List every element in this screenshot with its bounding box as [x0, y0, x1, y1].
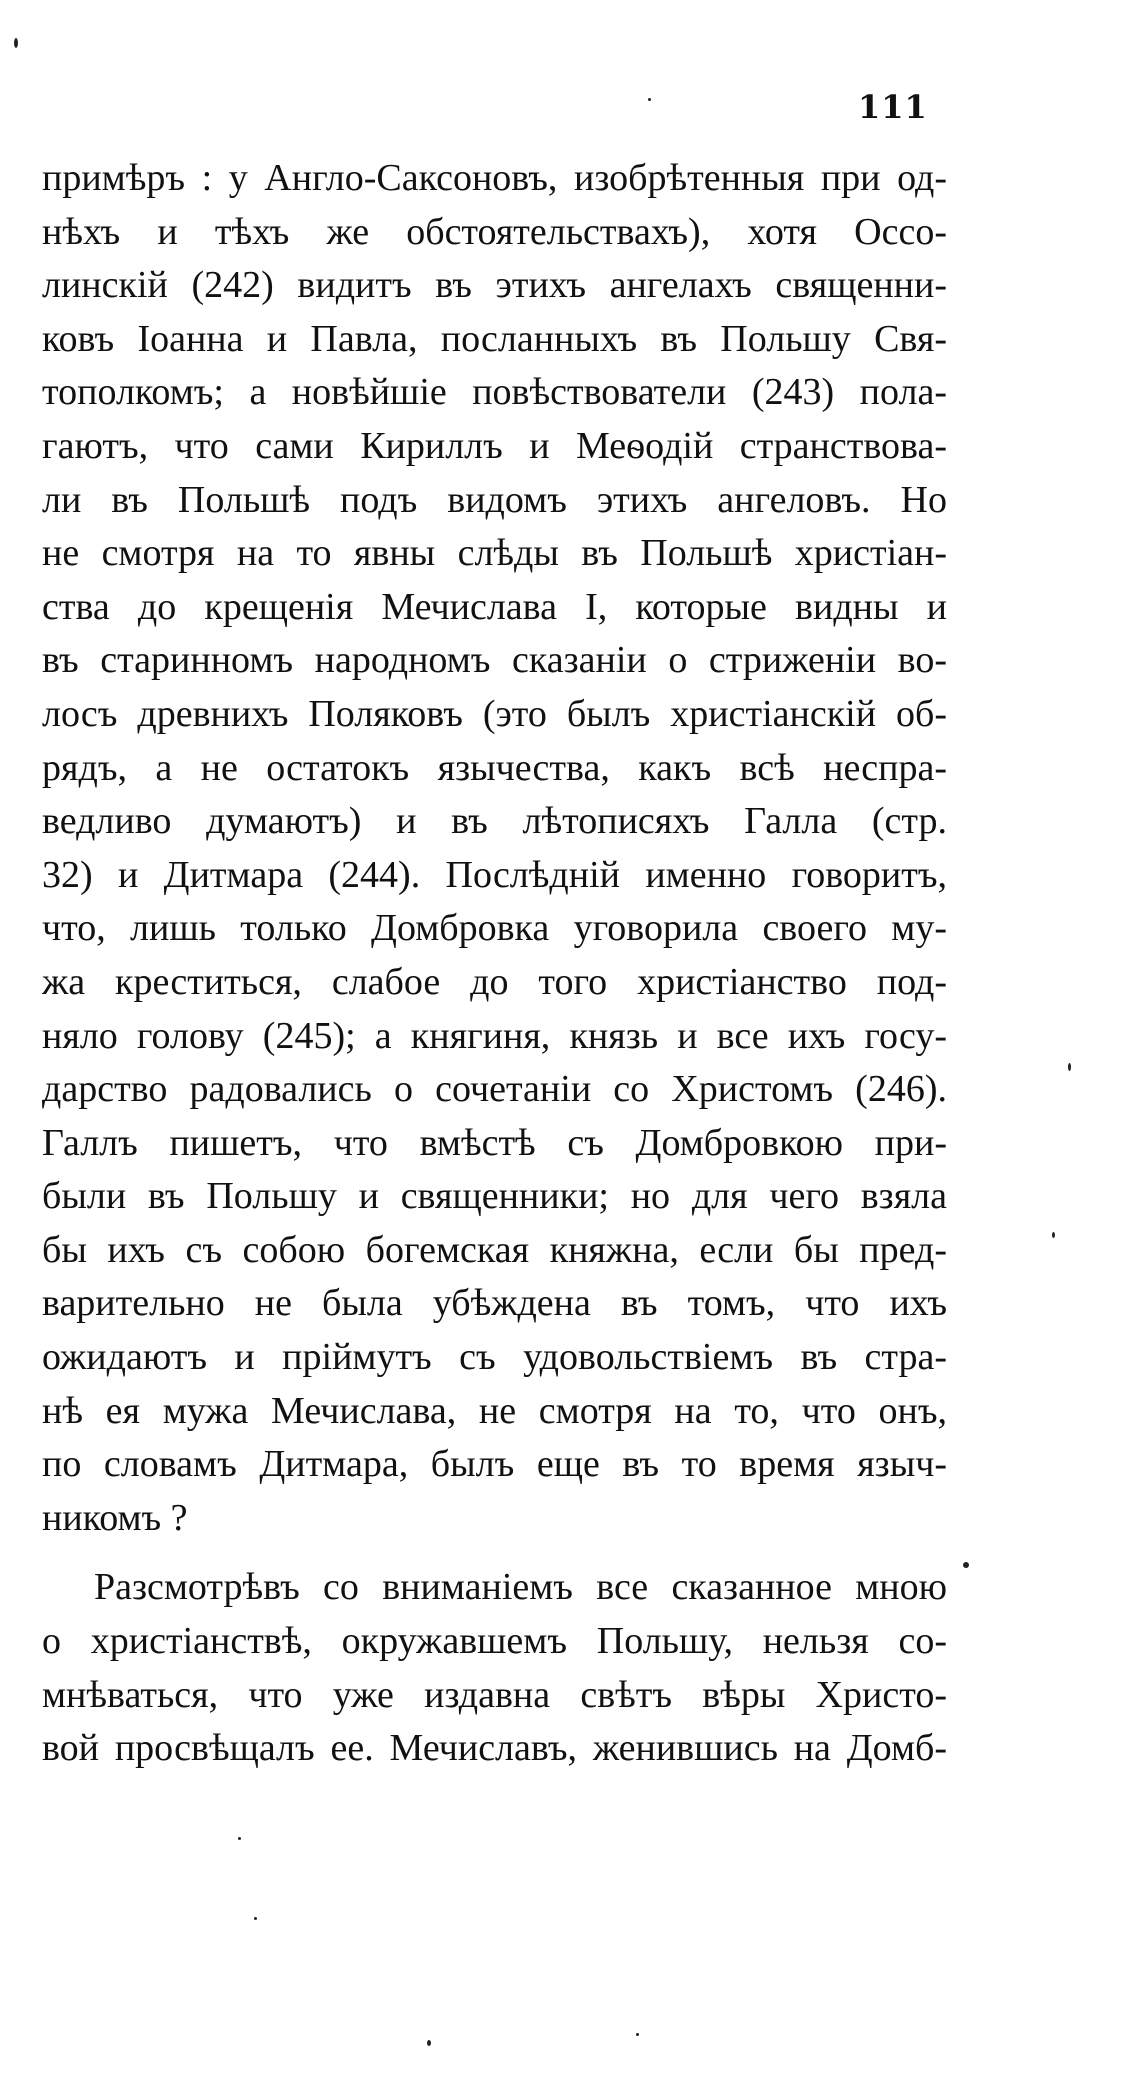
text-line: няло голову (245); а княгиня, князь и все ихъ госу-: [42, 1014, 947, 1057]
text-line: ковъ Іоанна и Павла, посланныхъ въ Польшу Свя-: [42, 317, 947, 360]
text-line: рядъ, а не остатокъ язычества, какъ всѣ неспра-: [42, 746, 947, 789]
scan-speck: [254, 1917, 257, 1920]
scan-speck: [427, 2040, 431, 2046]
text-line: въ старинномъ народномъ сказаніи о стриженіи во-: [42, 639, 947, 682]
scan-speck: [1068, 1063, 1071, 1071]
text-line: дарство радовались о сочетаніи со Христомъ (246).: [42, 1068, 947, 1111]
scan-speck: [648, 98, 651, 101]
text-line: мнѣваться, что уже издавна свѣтъ вѣры Христо-: [42, 1673, 947, 1716]
text-line: не смотря на то явны слѣды въ Польшѣ христіан-: [42, 532, 947, 575]
text-line: были въ Польшу и священники; но для чего взяла: [42, 1175, 947, 1218]
text-line: бы ихъ съ собою богемская княжна, если бы пред-: [42, 1228, 947, 1271]
text-line: о христіанствѣ, окружавшемъ Польшу, нельзя со-: [42, 1620, 947, 1663]
text-line: по словамъ Дитмара, былъ еще въ то время языч-: [42, 1443, 947, 1486]
text-line: линскій (242) видитъ въ этихъ ангелахъ священни-: [42, 264, 947, 307]
text-line: что, лишь только Домбровка уговорила своего му-: [42, 907, 947, 950]
text-line: гаютъ, что сами Кириллъ и Меѳодій странствова-: [42, 424, 947, 467]
text-line: ожидаютъ и пріймутъ съ удовольствіемъ въ стра-: [42, 1336, 947, 1379]
body-text: [42, 152, 947, 1776]
scan-speck: [14, 38, 18, 48]
scan-speck: [636, 2033, 639, 2036]
scan-speck: [963, 1562, 969, 1568]
text-line: варительно не была убѣждена въ томъ, что ихъ: [42, 1282, 947, 1325]
text-line: Галлъ пишетъ, что вмѣстѣ съ Домбровкою при-: [42, 1121, 947, 1164]
page-number: 111: [858, 88, 928, 126]
text-line: ли въ Польшѣ подъ видомъ этихъ ангеловъ. Но: [42, 478, 947, 521]
text-line: тополкомъ; а новѣйшіе повѣствователи (243) пола-: [42, 371, 947, 414]
paragraph-gap: [42, 1545, 947, 1561]
text-line: ства до крещенія Мечислава I, которые видны и: [42, 585, 947, 628]
text-line: 32) и Дитмара (244). Послѣдній именно говоритъ,: [42, 853, 947, 896]
text-line: лосъ древнихъ Поляковъ (это былъ христіанскій об-: [42, 692, 947, 735]
text-line: нѣ ея мужа Мечислава, не смотря на то, что онъ,: [42, 1389, 947, 1432]
scan-speck: [1052, 1232, 1055, 1238]
text-line: примѣръ : у Англо-Саксоновъ, изобрѣтенныя при од-: [42, 157, 947, 199]
text-line: нѣхъ и тѣхъ же обстоятельствахъ), хотя Оссо-: [42, 210, 947, 253]
text-line: жа креститься, слабое до того христіанство под-: [42, 960, 947, 1003]
text-line: никомъ ?: [42, 1496, 188, 1539]
text-line: вой просвѣщалъ ее. Мечиславъ, женившись на Домб-: [42, 1727, 947, 1770]
text-line: Разсмотрѣвъ со вниманіемъ все сказанное мною: [94, 1566, 947, 1609]
scan-speck: [238, 1837, 241, 1840]
text-line: ведливо думаютъ) и въ лѣтописяхъ Галла (стр.: [42, 800, 947, 843]
